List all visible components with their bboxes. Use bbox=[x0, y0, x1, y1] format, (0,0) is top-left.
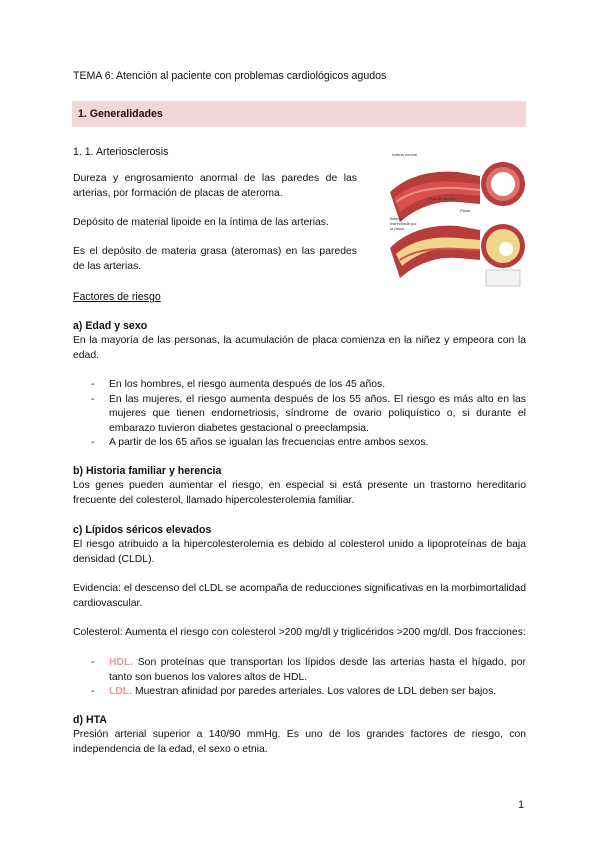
figure-label-plaque: Placa bbox=[460, 208, 471, 213]
intro-paragraph-1: Dureza y engrosamiento anormal de las paredes de las arterias, por formación de placas de ateroma. bbox=[73, 173, 357, 199]
risk-b-text: Los genes pueden aumentar el riesgo, en especial si está presente un trastorno hereditario frecuente del colesterol, llamado hipercolesterolemia familiar. bbox=[73, 480, 526, 506]
risk-a-title: a) Edad y sexo bbox=[73, 320, 148, 332]
risk-c-text-1: El riesgo atribuido a la hipercolesterolemia es debido al colesterol unido a lipoproteínas de baja densidad (CLDL). bbox=[73, 539, 526, 565]
risk-factors-heading: Factores de riesgo bbox=[73, 291, 161, 303]
document-title: TEMA 6: Atención al paciente con problemas cardiológicos agudos bbox=[73, 70, 387, 82]
risk-d-title: d) HTA bbox=[73, 714, 107, 726]
figure-label-normal: Arteria normal bbox=[392, 152, 418, 157]
hdl-label: HDL. bbox=[109, 657, 134, 668]
risk-c-text-3: Colesterol: Aumenta el riesgo con colesterol >200 mg/dl y triglicéridos >200 mg/dl. Dos fracciones: bbox=[73, 627, 526, 638]
risk-c-title: c) Lípidos séricos elevados bbox=[73, 524, 212, 536]
list-item: - En las mujeres, el riesgo aumenta después de los 55 años. El riesgo es más alto en las mujeres que tienen endometriosis, síndrome de ovario poliquístico o, si durante el embarazo tuvieron diabetes gestacional o preeclampsia. bbox=[91, 393, 526, 437]
figure-label-narrowed: Arteria estrechada por la placa bbox=[390, 216, 417, 231]
list-item-hdl bbox=[91, 656, 526, 685]
page-number: 1 bbox=[518, 799, 524, 811]
subsection-title: 1. 1. Arteriosclerosis bbox=[73, 146, 169, 158]
list-item: - En los hombres, el riesgo aumenta después de los 45 años. bbox=[91, 378, 526, 393]
risk-b-title: b) Historia familiar y herencia bbox=[73, 465, 222, 477]
intro-paragraph-2: Depósito de material lipoide en la íntima de las arterias. bbox=[73, 217, 329, 228]
risk-a-text: En la mayoría de las personas, la acumulación de placa comienza en la niñez y empeora con la edad. bbox=[73, 335, 526, 361]
list-item: - A partir de los 65 años se igualan las frecuencias entre ambos sexos. bbox=[91, 436, 526, 451]
hdl-text: Son proteínas que transportan los lípidos desde las arterias hasta el hígado, por tanto son buenos los valores altos de HDL. bbox=[109, 657, 526, 683]
risk-d-text: Presión arterial superior a 140/90 mmHg. Es uno de los grandes factores de riesgo, con independencia de la edad, el sexo o etnia. bbox=[73, 729, 526, 755]
arteriosclerosis-figure bbox=[388, 150, 528, 290]
figure-label-flow: Flujo de sangre bbox=[428, 196, 456, 201]
section-header bbox=[72, 101, 526, 127]
risk-a-list bbox=[91, 378, 526, 451]
list-item-ldl bbox=[91, 685, 526, 700]
cholesterol-fractions-list bbox=[91, 656, 526, 700]
ldl-text: Muestran afinidad por paredes arteriales. Los valores de LDL deben ser bajos. bbox=[132, 686, 497, 698]
ldl-label: LDL. bbox=[109, 686, 133, 698]
section-title: 1. Generalidades bbox=[78, 108, 163, 120]
intro-paragraph-3: Es el depósito de materia grasa (ateromas) en las paredes de las arterias. bbox=[73, 246, 357, 272]
risk-c-text-2: Evidencia: el descenso del cLDL se acompaña de reducciones significativas en la morbimortalidad cardiovascular. bbox=[73, 583, 527, 609]
